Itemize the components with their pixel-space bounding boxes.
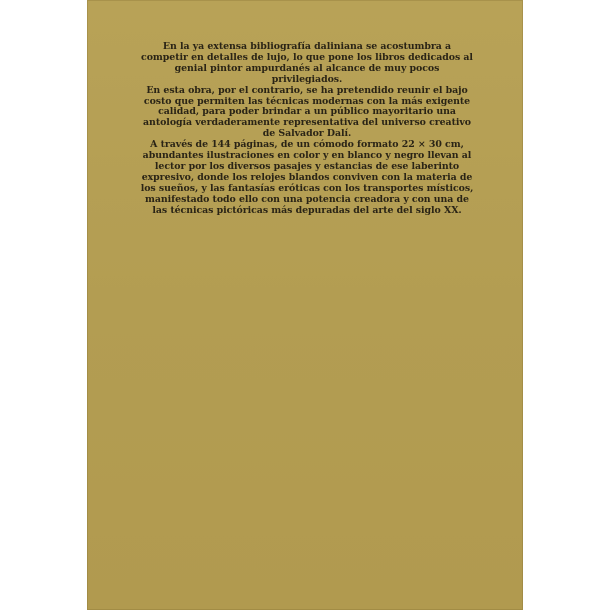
blurb-paragraph-3: A través de 144 páginas, de un cómodo formato 22 × 30 cm, abundantes ilustraciones en color y en blanco y negro llevan al lector por los diversos pasajes y estancias de ese laberinto expresivo, donde los relojes blandos conviven con la materia de los sueños, y las fantasías eróticas con los transportes místicos, manifestado todo ello con una potencia creadora y con una de las técnicas pictóricas más depuradas del arte del siglo XX. bbox=[140, 139, 474, 216]
blurb-paragraph-2: En esta obra, por el contrario, se ha pretendido reunir el bajo costo que permiten las técnicas modernas con la más exigente calidad, para poder brindar a un público mayoritario una antología verdaderamente representativa del universo creativo de Salvador Dalí. bbox=[143, 84, 471, 140]
blurb-paragraph-1: En la ya extensa bibliografía daliniana se acostumbra a competir en detalles de lujo, lo que pone los libros dedicados al genial pintor ampurdanés al alcance de muy pocos privilegiados. bbox=[141, 41, 473, 85]
blurb-text bbox=[140, 42, 474, 217]
book-back-cover bbox=[87, 0, 523, 610]
